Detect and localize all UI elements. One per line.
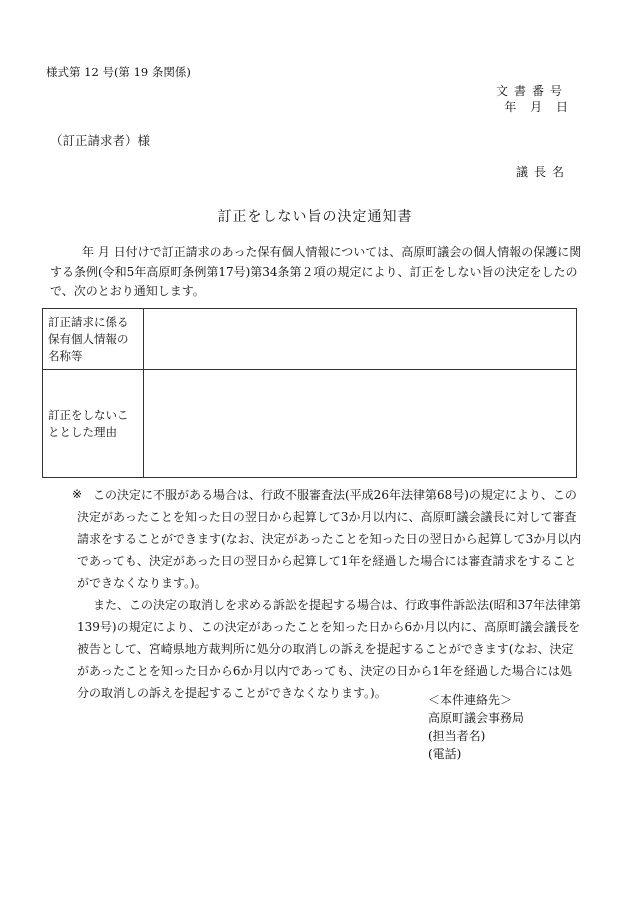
notes-block (77, 484, 582, 704)
contact-block (428, 691, 524, 763)
info-table (42, 308, 577, 478)
intro-paragraph: 年 月 日付けで訂正請求のあった保有個人情報については、高原町議会の個人情報の保護に関する条例(令和5年高原町条例第17号)第34条第２項の規定により、訂正をしない旨の決定をしたので、次のとおり通知します。 (50, 245, 582, 298)
note-mark: ※ (72, 487, 83, 501)
contact-heading: ＜本件連絡先＞ (428, 693, 513, 707)
document-number: 文書番号 (495, 84, 568, 98)
row-label-info-name: 訂正請求に係る保有個人情報の名称等 (43, 309, 144, 370)
note-appeal: この決定に不服がある場合は、行政不服審査法(平成26年法律第68号)の規定により、この決定があったことを知った日の翌日から起算して3か月以内に、高原町議会議長に対して審査請求をすることができます(なお、決定があったことを知った日の翌日から起算して3か月以内であっても、決定があった日の翌日から起算して1年を経過した場合には審査請求をすることができなくなります。)。 (77, 488, 582, 590)
contact-phone: (電話) (428, 747, 462, 761)
row-value-info-name (144, 309, 577, 370)
table-row (43, 309, 577, 370)
note-lawsuit: また、この決定の取消しを求める訴訟を提起する場合は、行政事件訴訟法(昭和37年法律第139号)の規定により、この決定があったことを知った日から6か月以内に、高原町議会議長を被告として、宮崎県地方裁判所に処分の取消しの訴えを提起することができます(なお、決定があったことを知った日から6か月以内であっても、決定の日から1年を経過した場合には処分の取消しの訴えを提起することができなくなります。)。 (77, 598, 581, 700)
contact-office: 高原町議会事務局 (428, 711, 525, 725)
form-number: 様式第 12 号(第 19 条関係) (46, 65, 191, 79)
document-date: 年 月 日 (504, 100, 568, 114)
sender-name: 議長名 (515, 165, 570, 179)
row-label-reason: 訂正をしないこととした理由 (43, 370, 144, 478)
contact-person: (担当者名) (428, 729, 486, 743)
table-row (43, 370, 577, 478)
addressee: （訂正請求者）様 (50, 133, 151, 148)
page-title: 訂正をしない旨の決定通知書 (217, 209, 413, 225)
row-value-reason (144, 370, 577, 478)
